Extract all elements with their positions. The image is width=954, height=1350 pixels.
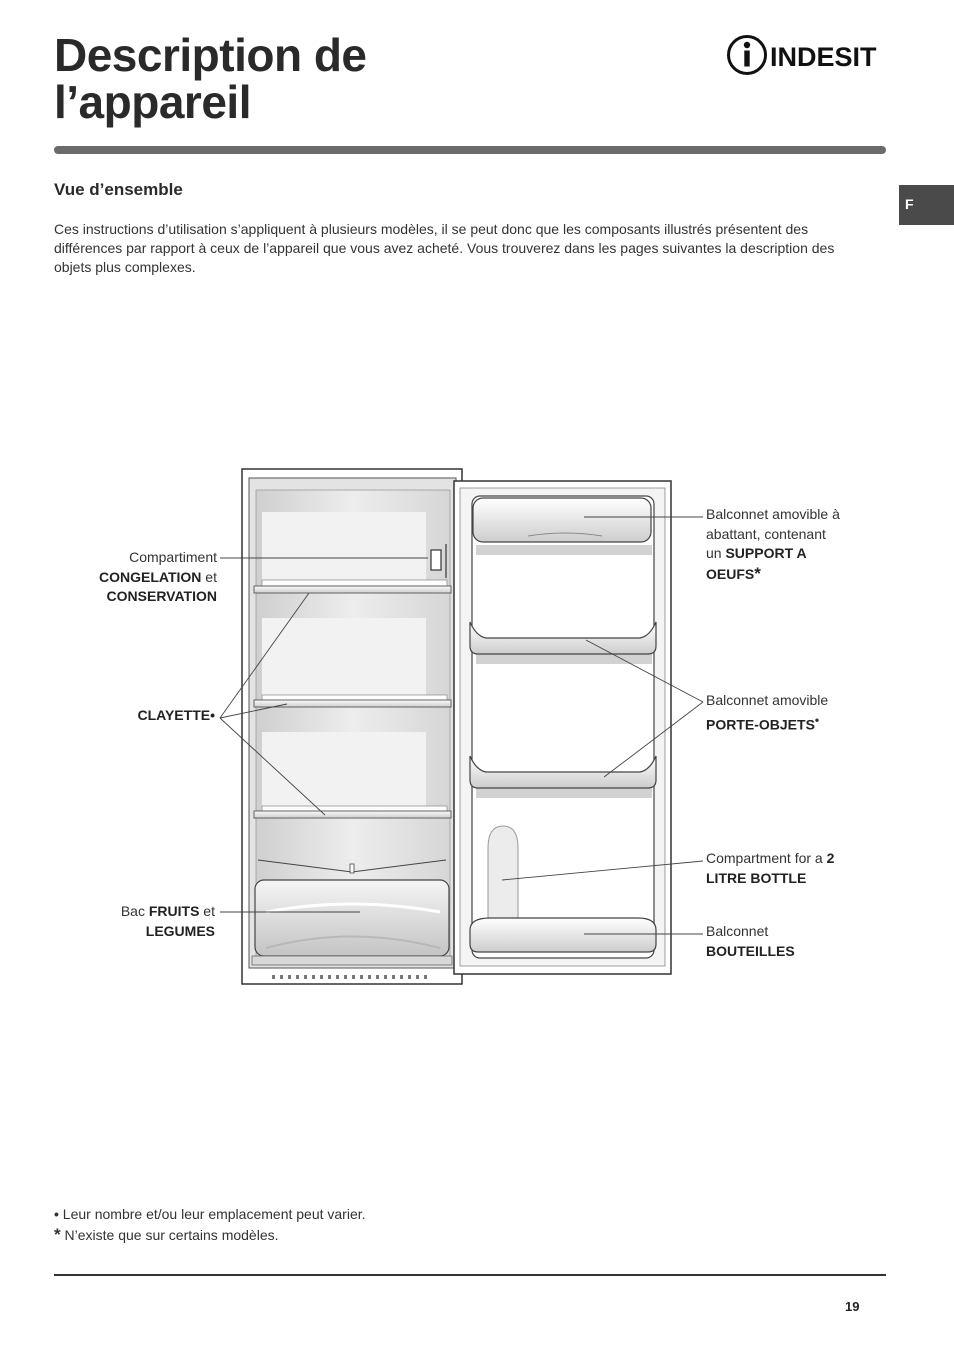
crisper-drawer	[252, 880, 452, 977]
footer-divider	[54, 1274, 886, 1276]
section-heading: Vue d’ensemble	[54, 180, 183, 199]
title-line-2: l’appareil	[54, 76, 251, 128]
label-egg-balcony: Balconnet amovible à abattant, contenant un SUPPORT A OEUFS*	[706, 506, 840, 583]
title-line-1: Description de	[54, 29, 367, 81]
footnote-star: * N’existe que sur certains modèles.	[54, 1224, 279, 1244]
footnote-bullet: • Leur nombre et/ou leur emplacement peut varier.	[54, 1206, 366, 1222]
label-bottle-balcony: Balconnet BOUTEILLES	[706, 923, 795, 959]
brand-wordmark: INDESIT	[770, 42, 877, 72]
label-object-balcony: Balconnet amovible PORTE-OBJETS•	[706, 692, 829, 733]
intro-paragraph: Ces instructions d’utilisation s’appliquent à plusieurs modèles, il se peut donc que les composants illustrés présentent des différences par rapport à ceux de l’appareil que vous avez acheté. Vous trouverez dans les pages suivantes la description des objets plus complexes.	[54, 221, 835, 276]
door	[454, 481, 671, 974]
page-number: 19	[845, 1299, 860, 1314]
footnotes	[54, 1205, 366, 1245]
label-compartment: Compartiment CONGELATION et CONSERVATION	[99, 549, 217, 604]
label-crisper: Bac FRUITS et LEGUMES	[120, 903, 215, 939]
label-clayette: CLAYETTE•	[137, 707, 215, 723]
language-tab: F	[899, 185, 954, 225]
label-bottle-compartment: Compartment for a 2 LITRE BOTTLE	[706, 850, 835, 886]
